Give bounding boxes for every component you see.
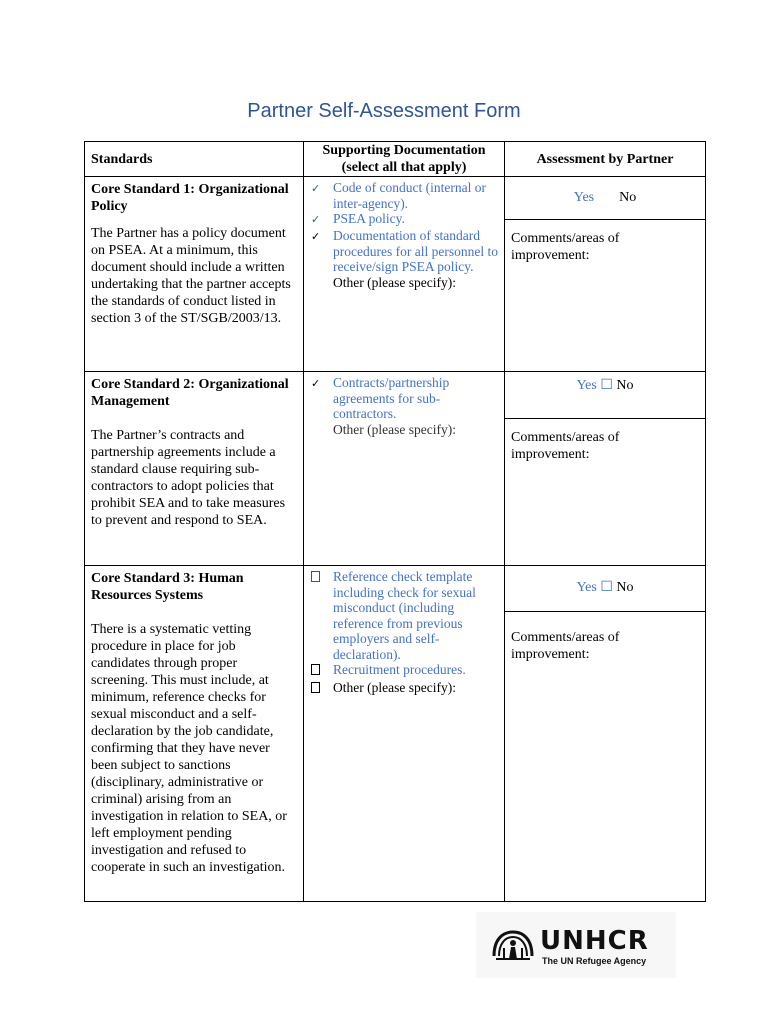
- doc-option-label: Other (please specify):: [333, 680, 456, 695]
- standard-title: Core Standard 2: Organizational Management: [91, 377, 289, 409]
- doc-option[interactable]: [308, 180, 500, 211]
- checkmark-icon[interactable]: ✓: [311, 377, 321, 390]
- checkmark-icon[interactable]: ✓: [311, 182, 321, 195]
- standard-title: Core Standard 1: Organizational Policy: [91, 182, 289, 214]
- doc-option-label: PSEA policy.: [333, 211, 405, 226]
- checkmark-icon[interactable]: ✓: [311, 230, 321, 243]
- yes-option[interactable]: Yes: [576, 378, 597, 393]
- checkbox-icon[interactable]: [308, 680, 333, 698]
- doc-option-other[interactable]: [308, 422, 500, 438]
- doc-option-label: Other (please specify):: [333, 274, 456, 290]
- comments-label[interactable]: Comments/areas of improvement:: [511, 630, 620, 662]
- doc-option[interactable]: [308, 375, 500, 422]
- header-supporting-line1: Supporting Documentation: [322, 143, 486, 158]
- assessment-cell: [505, 177, 706, 372]
- header-supporting-line2: (select all that apply): [341, 160, 467, 175]
- doc-option[interactable]: [308, 662, 500, 680]
- documentation-cell: [304, 566, 505, 902]
- doc-option-label: Other (please specify):: [333, 421, 456, 437]
- comments-label[interactable]: Comments/areas of improvement:: [511, 430, 620, 462]
- comments-label[interactable]: Comments/areas of improvement:: [511, 231, 620, 263]
- checkmark-icon[interactable]: ✓: [311, 213, 321, 226]
- checkbox-icon[interactable]: [308, 662, 333, 680]
- yes-no-selector[interactable]: [505, 566, 705, 612]
- table-row: [85, 372, 706, 566]
- header-standards: Standards: [85, 142, 304, 177]
- standard-cell: [85, 372, 304, 566]
- yes-option[interactable]: Yes: [573, 190, 595, 205]
- unhcr-logo: [476, 912, 676, 978]
- doc-option[interactable]: [308, 211, 500, 228]
- doc-option[interactable]: [308, 569, 500, 662]
- documentation-cell: [304, 372, 505, 566]
- table-row: [85, 177, 706, 372]
- standard-cell: [85, 566, 304, 902]
- table-header-row: [85, 142, 706, 177]
- table-row: [85, 566, 706, 902]
- doc-option-other[interactable]: [308, 275, 500, 291]
- yes-option[interactable]: Yes: [576, 580, 597, 595]
- yes-no-selector[interactable]: [505, 177, 705, 220]
- standard-title: Core Standard 3: Human Resources Systems: [91, 571, 244, 603]
- doc-option-label: Documentation of standard procedures for all personnel to receive/sign PSEA policy.: [333, 228, 498, 274]
- assessment-cell: [505, 566, 706, 902]
- logo-tagline: The UN Refugee Agency: [542, 956, 647, 966]
- doc-option[interactable]: [308, 228, 500, 275]
- assessment-table: [84, 141, 706, 902]
- no-option[interactable]: No: [616, 378, 634, 393]
- no-option[interactable]: No: [616, 580, 634, 595]
- no-option[interactable]: No: [619, 190, 637, 205]
- logo-name: UNHCR: [540, 926, 649, 956]
- standard-description: The Partner has a policy document on PSEA. At a minimum, this document should include a written undertaking that the partner accepts the standards of conduct listed in section 3 of the ST/SGB/2003/13.: [91, 226, 291, 326]
- standard-cell: [85, 177, 304, 372]
- unhcr-emblem-icon: [490, 926, 536, 964]
- header-supporting-documentation: [304, 142, 505, 177]
- checkbox-icon[interactable]: ☐: [600, 378, 613, 393]
- blank-mark: [308, 422, 333, 438]
- header-assessment: Assessment by Partner: [505, 142, 706, 177]
- yes-no-selector[interactable]: [505, 372, 705, 419]
- standard-description: There is a systematic vetting procedure in place for job candidates through proper screening. This must include, at minimum, reference checks for sexual misconduct and a self-declaration by the job candidate, confirming that they have never been subject to sanctions (disciplinary, administrative or criminal) arising from an investigation in relation to SEA, or left employment pending investigation and refused to cooperate in such an investigation.: [91, 622, 287, 875]
- checkbox-icon[interactable]: ☐: [600, 580, 613, 595]
- documentation-cell: [304, 177, 505, 372]
- doc-option-label: Reference check template including check for sexual misconduct (including reference from previous employers and self-declaration).: [333, 569, 476, 662]
- page-title: Partner Self-Assessment Form: [247, 100, 521, 122]
- doc-option-other[interactable]: [308, 680, 500, 698]
- doc-option-label: Recruitment procedures.: [333, 662, 466, 677]
- blank-mark: [308, 275, 333, 291]
- doc-option-label: Contracts/partnership agreements for sub-contractors.: [333, 375, 450, 421]
- doc-option-label: Code of conduct (internal or inter-agency).: [333, 180, 486, 211]
- checkbox-icon[interactable]: [308, 569, 333, 662]
- standard-description: The Partner’s contracts and partnership agreements include a standard clause requiring sub-contractors to adopt policies that prohibit SEA and to take measures to prevent and respond to SEA.: [91, 428, 286, 528]
- assessment-cell: [505, 372, 706, 566]
